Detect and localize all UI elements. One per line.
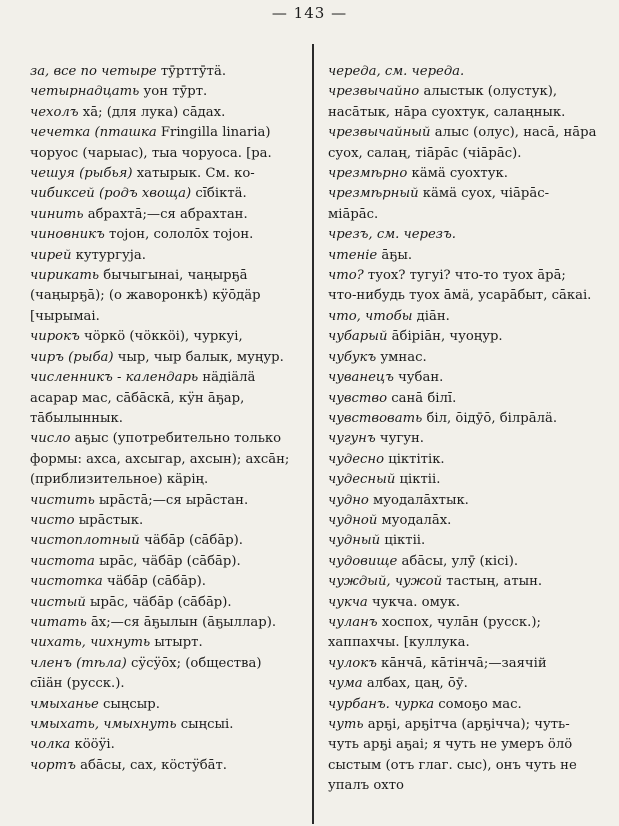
dictionary-entry xyxy=(30,715,298,735)
headword: чирей xyxy=(30,247,72,263)
translation: ха̄; (для лука) са̄дах. xyxy=(78,104,226,120)
headword: чуждый, чужой xyxy=(328,574,443,590)
translation: сана̄ білі̄. xyxy=(387,390,457,406)
dictionary-entry xyxy=(30,593,298,613)
translation: алыс (олус), наса̄, на̄ра суох, салаң, тіа̄ра̄с (чіа̄ра̄с). xyxy=(328,125,597,161)
translation: албах, цаң, о̄ӯ. xyxy=(362,676,468,692)
headword: чешуя (рыбья) xyxy=(30,166,133,182)
dictionary-entry xyxy=(328,327,598,347)
headword: чистота xyxy=(30,553,95,569)
translation: хоспох, чула̄н (русск.); хаппахчы. [куллука. xyxy=(328,614,541,651)
column-divider xyxy=(312,44,314,824)
headword: чисто xyxy=(30,512,75,528)
dictionary-entry xyxy=(30,225,298,245)
dictionary-entry xyxy=(328,715,598,797)
headword: чирикать xyxy=(30,268,100,284)
translation: ка̄нча̄, ка̄тінча̄;—заячій xyxy=(376,655,547,671)
headword: чтеніе xyxy=(328,247,378,263)
translation: кутургуја. xyxy=(71,247,146,263)
headword: членъ (тѣла) xyxy=(30,655,127,671)
dictionary-entry xyxy=(328,225,598,245)
headword: чрезъ, см. черезъ. xyxy=(328,227,456,243)
translation: муодала̄х. xyxy=(377,512,452,528)
dictionary-entry xyxy=(328,470,598,490)
headword: что? xyxy=(328,268,364,284)
translation: абрахта̄;—ся абрахтан. xyxy=(83,206,248,222)
dictionary-entry xyxy=(30,531,298,551)
dictionary-entry xyxy=(328,429,598,449)
dictionary-entry xyxy=(30,205,298,225)
dictionary-entry xyxy=(30,633,298,653)
dictionary-entry xyxy=(30,552,298,572)
headword: чистотка xyxy=(30,574,103,590)
translation: сыңсыі. xyxy=(176,717,234,732)
dictionary-entry xyxy=(328,654,598,674)
translation: алыстык (олустук), наса̄тык, на̄ра суохтук, салаңнык. xyxy=(328,84,566,120)
dictionary-entry xyxy=(328,695,598,715)
dictionary-entry xyxy=(30,695,298,715)
translation: аба̄сы, сах, кӧстӱба̄т. xyxy=(75,757,227,773)
translation: туох? тугуі? что-то туох а̄ра̄; что-нибудь туох а̄мӓ, усара̄быт, са̄каі. xyxy=(328,268,592,304)
translation: сомоҕо мас. xyxy=(434,696,522,712)
translation: кӓмӓ суохтук. xyxy=(407,166,508,182)
translation: чӓба̄р (са̄ба̄р). xyxy=(139,533,243,549)
dictionary-entry xyxy=(30,164,298,184)
translation: діа̄н. xyxy=(412,308,450,324)
dictionary-entry xyxy=(328,593,598,613)
headword: чувствовать xyxy=(328,410,423,426)
dictionary-entry xyxy=(328,409,598,429)
dictionary-entry xyxy=(30,368,298,429)
dictionary-entry xyxy=(30,613,298,633)
headword: чума xyxy=(328,676,363,692)
dictionary-entry xyxy=(328,674,598,694)
dictionary-entry xyxy=(328,184,598,225)
headword: чихать, чихнуть xyxy=(30,635,151,651)
dictionary-entry xyxy=(328,123,598,164)
dictionary-entry xyxy=(30,348,298,368)
headword: чудной xyxy=(328,512,378,528)
headword: чувство xyxy=(328,390,388,406)
dictionary-entry xyxy=(30,246,298,266)
translation: кӓмӓ суох, чіа̄ра̄с-міа̄ра̄с. xyxy=(328,186,550,222)
headword: читать xyxy=(30,614,87,630)
headword: чолка xyxy=(30,737,71,753)
dictionary-entry xyxy=(30,756,298,776)
dictionary-entry xyxy=(328,164,598,184)
headword: чуть xyxy=(328,717,364,732)
translation: а̄ҕы. xyxy=(377,247,413,263)
headword: череда, см. череда. xyxy=(328,64,465,79)
dictionary-entry xyxy=(30,184,298,204)
dictionary-entry xyxy=(30,82,298,102)
translation: біл, о̄ідӯо̄, білра̄лӓ. xyxy=(422,410,558,426)
dictionary-entry xyxy=(30,735,298,755)
translation: тојон, сололо̄х тојон. xyxy=(104,227,254,243)
headword: чудовище xyxy=(328,553,398,569)
dictionary-entry xyxy=(30,511,298,531)
headword: что, чтобы xyxy=(328,308,413,324)
headword: чуванецъ xyxy=(328,370,394,386)
headword: чудесный xyxy=(328,472,396,488)
translation: тастың, атын. xyxy=(442,574,543,590)
headword: численникъ - календарь xyxy=(30,370,199,386)
translation: ытырт. xyxy=(150,635,203,651)
translation: чӧркӧ (чӧккӧі), чуркуі, xyxy=(79,329,243,345)
translation: ыра̄с, чӓба̄р (са̄ба̄р). xyxy=(94,553,241,569)
translation: ціктітік. xyxy=(384,451,445,467)
dictionary-entry xyxy=(328,613,598,654)
dictionary-entry xyxy=(328,572,598,592)
translation: чыр, чыр балык, муңур. xyxy=(113,349,284,365)
headword: чортъ xyxy=(30,757,76,773)
headword: чинить xyxy=(30,206,84,222)
translation: уон тӯрт. xyxy=(139,84,208,100)
headword: за, все по четыре xyxy=(30,64,157,79)
dictionary-entry xyxy=(328,491,598,511)
dictionary-entry xyxy=(30,654,298,695)
translation: тӯрттӯтӓ. xyxy=(156,64,227,79)
headword: чирокъ xyxy=(30,329,80,345)
headword: чубарый xyxy=(328,329,388,345)
headword: чистоплотный xyxy=(30,533,140,549)
translation: нӓдіӓлӓ асарар мас, са̄ба̄ска̄, кӱн а̄ҕар, та̄былыннык. xyxy=(30,370,256,426)
dictionary-entry xyxy=(30,103,298,123)
headword: чечетка (пташка xyxy=(30,125,157,141)
headword: чистить xyxy=(30,492,95,508)
translation: сыңсыр. xyxy=(98,696,160,712)
dictionary-entry xyxy=(328,511,598,531)
translation: умнас. xyxy=(376,349,427,365)
dictionary-entry xyxy=(328,348,598,368)
dictionary-entry xyxy=(328,307,598,327)
dictionary-entry xyxy=(30,491,298,511)
translation: ыра̄с, чӓба̄р (са̄ба̄р). xyxy=(85,594,232,610)
dictionary-entry xyxy=(30,123,298,164)
headword: чиръ (рыба) xyxy=(30,349,114,365)
headword: чубукъ xyxy=(328,349,377,365)
headword: четырнадцать xyxy=(30,84,140,100)
left-column xyxy=(30,62,298,776)
translation: чукча. омук. xyxy=(367,594,461,610)
headword: чулокъ xyxy=(328,655,377,671)
headword: чистый xyxy=(30,594,86,610)
headword: чудный xyxy=(328,533,381,549)
dictionary-entry xyxy=(328,450,598,470)
dictionary-entry xyxy=(328,368,598,388)
headword: чудно xyxy=(328,492,369,508)
translation: ціктіі. xyxy=(395,472,441,488)
translation: ціктіі. xyxy=(380,533,426,549)
translation: ыра̄стык. xyxy=(74,512,144,528)
dictionary-entry xyxy=(328,531,598,551)
translation: Fringilla linaria) чоруос (чарыас), тыа чоруоса. [ра. xyxy=(30,125,272,161)
translation: бычыгынаі, чаңырҕа̄ (чаңырҕа̄); (о жаворонкѣ) кӱо̄дӓр [чырымаі. xyxy=(30,268,261,324)
translation: чӓба̄р (са̄ба̄р). xyxy=(102,574,206,590)
headword: чукча xyxy=(328,594,368,610)
translation: хатырык. См. ко- xyxy=(132,166,255,182)
dictionary-entry xyxy=(30,327,298,347)
translation: сӱсӱо̄х; (общества) сі̄іӓн (русск.). xyxy=(30,655,262,692)
headword: чурбанъ. чурка xyxy=(328,696,435,712)
headword: чибиксей (родъ хвоща) xyxy=(30,186,192,202)
dictionary-entry xyxy=(30,62,298,82)
translation: ыра̄ста̄;—ся ыра̄стан. xyxy=(94,492,249,508)
headword: чрезвычайный xyxy=(328,125,431,141)
headword: чугунъ xyxy=(328,431,376,447)
dictionary-entry xyxy=(328,82,598,123)
dictionary-entry xyxy=(30,266,298,327)
translation: кӧӧӱі. xyxy=(70,737,115,753)
dictionary-entry xyxy=(30,572,298,592)
translation: муодала̄хтык. xyxy=(368,492,469,508)
headword: чуланъ xyxy=(328,614,378,630)
headword: чрезмѣрно xyxy=(328,166,408,182)
page-number: — 143 — xyxy=(271,4,348,22)
headword: чмыханье xyxy=(30,696,99,712)
headword: чиновникъ xyxy=(30,227,105,243)
dictionary-entry xyxy=(328,389,598,409)
translation: арҕі, арҕітча (арҕічча); чуть-чуть арҕі аҕаі; я чуть не умеръ ӧлӧ сыстым (отъ глаг. сыс), онъ чуть не упалъ охто xyxy=(328,717,577,794)
headword: чмыхать, чмыхнуть xyxy=(30,717,177,732)
translation: чугун. xyxy=(375,431,424,447)
headword: чехолъ xyxy=(30,104,79,120)
right-column xyxy=(328,62,598,797)
translation: чубан. xyxy=(393,370,444,386)
dictionary-entry xyxy=(30,429,298,490)
translation: а̄біріа̄н, чуоңур. xyxy=(387,329,503,345)
headword: чрезвычайно xyxy=(328,84,420,100)
dictionary-entry xyxy=(328,266,598,307)
translation: а̄х;—ся а̄ҕылын (а̄ҕыллар). xyxy=(86,614,277,630)
dictionary-entry xyxy=(328,552,598,572)
headword: число xyxy=(30,431,71,447)
translation: аба̄сы, улӯ (кісі). xyxy=(397,553,519,569)
translation: сі̄біктӓ. xyxy=(191,186,247,202)
translation: аҕыс (употребительно только формы: ахса, ахсыгар, ахсын); ахса̄н; (приблизительное) кӓрің. xyxy=(30,431,290,488)
dictionary-entry xyxy=(328,246,598,266)
dictionary-entry xyxy=(328,62,598,82)
headword: чудесно xyxy=(328,451,385,467)
headword: чрезмѣрный xyxy=(328,186,419,202)
